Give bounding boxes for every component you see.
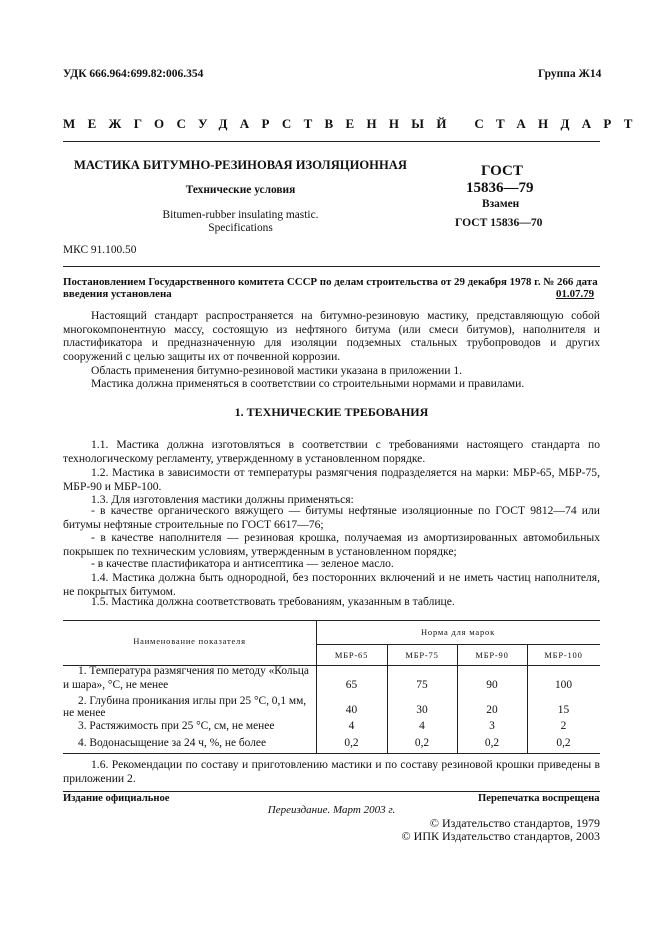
- intro-paragraph: Настоящий стандарт распространяется на битумно-резиновую мастику, представляющую собой многокомпонентную массу, состоящую из нефтяного битума (или смеси битумов), наполнителя и пластификатора и предназначенную для изоляции подземных стальных трубопроводов и других сооружений с целью защиты их от почвенной коррозии.: [63, 309, 600, 364]
- official-edition: Издание официальное: [63, 793, 170, 804]
- table-cell: 100: [554, 679, 573, 691]
- table-cell: 75: [416, 679, 428, 691]
- table-cell: 0,2: [344, 737, 359, 749]
- interstate-standard-banner: МЕЖГОСУДАРСТВЕННЫЙ СТАНДАРТ: [63, 116, 645, 131]
- clause-1-1: 1.1. Мастика должна изготовляться в соответствии с требованиями настоящего стандарта по технологическому регламенту, утвержденному в установленном порядке.: [63, 438, 600, 465]
- reprint-forbidden: Перепечатка воспрещена: [478, 793, 600, 804]
- table-cell: 65: [345, 679, 358, 691]
- table-row-name: 2. Глубина проникания иглы при 25 °С, 0,1 мм,: [78, 695, 307, 707]
- clause-1-6: 1.6. Рекомендации по составу и приготовлению мастики и по составу резиновой крошки приведены в приложении 2.: [63, 758, 600, 785]
- table-cell: 2: [560, 720, 567, 732]
- copyright-2003: © ИПК Издательство стандартов, 2003: [401, 829, 600, 843]
- clause-1-3-filler: - в качестве наполнителя — резиновая крошка, получаемая из амортизированных автомобильных покрышек по техническим условиям, утвержденным в установленном порядке;: [63, 531, 600, 558]
- instead-label: Взамен: [482, 198, 520, 210]
- resolution-line2: введения установлена: [63, 288, 172, 300]
- english-subtitle: Specifications: [208, 222, 273, 234]
- clause-1-5: 1.5. Мастика должна соответствовать требованиям, указанным в таблице.: [91, 595, 455, 608]
- mks-code: МКС 91.100.50: [63, 244, 137, 256]
- table-header-indicator: Наименование показателя: [133, 636, 246, 646]
- document-subtitle: Технические условия: [185, 184, 296, 196]
- introduction-date: 01.07.79: [556, 288, 595, 300]
- header-divider: [63, 141, 600, 142]
- table-row-name: 4. Водонасыщение за 24 ч, %, не более: [78, 737, 267, 749]
- replaced-standard: ГОСТ 15836—70: [455, 216, 543, 229]
- table-cell: 3: [489, 720, 495, 732]
- clause-1-2: 1.2. Мастика в зависимости от температуры размягчения подразделяется на марки: МБР-65, МБР-75, МБР-90 и МБР-100.: [63, 466, 600, 493]
- intro-scope: Область применения битумно-резиновой мастики указана в приложении 1.: [91, 364, 463, 377]
- clause-1-4: 1.4. Мастика должна быть однородной, без посторонних включений и не иметь частиц наполнителя, не покрытых битумом.: [63, 571, 600, 598]
- table-row-name: 3. Растяжимость при 25 °С, см, не менее: [78, 720, 275, 732]
- table-header-norm: Норма для марок: [420, 627, 496, 637]
- clause-1-3-plasticizer: - в качестве пластификатора и антисептика — зеленое масло.: [91, 557, 394, 570]
- table-row-name-cont: не менее: [63, 707, 106, 719]
- table-bottom-border: [63, 753, 600, 754]
- clause-1-3: 1.3. Для изготовления мастики должны применяться:: [91, 493, 354, 506]
- document-title: МАСТИКА БИТУМНО-РЕЗИНОВАЯ ИЗОЛЯЦИОННАЯ: [74, 158, 407, 172]
- table-header-grade: МБР-75: [405, 650, 439, 660]
- table-cell: 4: [348, 720, 355, 732]
- table-cell: 20: [486, 704, 498, 716]
- section-heading: 1. ТЕХНИЧЕСКИЕ ТРЕБОВАНИЯ: [234, 405, 429, 419]
- title-divider: [63, 266, 600, 267]
- reissue-note: Переиздание. Март 2003 г.: [267, 804, 396, 816]
- gost-label: ГОСТ: [481, 163, 523, 179]
- resolution-line1: Постановлением Государственного комитета СССР по делам строительства от 29 декабря 1978 г. № 266 дата: [63, 276, 598, 288]
- table-cell: 15: [557, 704, 570, 716]
- table-header-grade: МБР-65: [334, 650, 369, 660]
- table-row-name-cont: и шара», °С, не менее: [63, 679, 169, 691]
- english-title: Bitumen-rubber insulating mastic.: [162, 209, 319, 221]
- group-code: Группа Ж14: [538, 68, 602, 80]
- table-cell: 40: [345, 704, 358, 716]
- table-cell: 0,2: [414, 737, 430, 749]
- table-cell: 90: [486, 679, 498, 691]
- clause-1-3-binder: - в качестве органического вяжущего — битумы нефтяные изоляционные по ГОСТ 9812—74 или битумы нефтяные строительные по ГОСТ 6617—76;: [63, 504, 600, 531]
- intro-norms: Мастика должна применяться в соответствии со строительными нормами и правилами.: [91, 377, 525, 390]
- footer-divider: [63, 791, 600, 792]
- gost-number: 15836—79: [466, 180, 534, 196]
- table-top-border: [63, 620, 600, 621]
- table-header-grade: МБР-100: [544, 650, 583, 660]
- table-header-grade: МБР-90: [475, 650, 509, 660]
- table-cell: 30: [416, 704, 428, 716]
- table-row-name: 1. Температура размягчения по методу «Кольца: [78, 665, 309, 677]
- table-cell: 0,2: [484, 737, 500, 749]
- table-group-divider: [316, 644, 600, 645]
- udk-code: УДК 666.964:699.82:006.354: [63, 68, 204, 80]
- table-cell: 0,2: [556, 737, 571, 749]
- table-cell: 4: [419, 720, 425, 732]
- copyright-1979: © Издательство стандартов, 1979: [429, 816, 600, 830]
